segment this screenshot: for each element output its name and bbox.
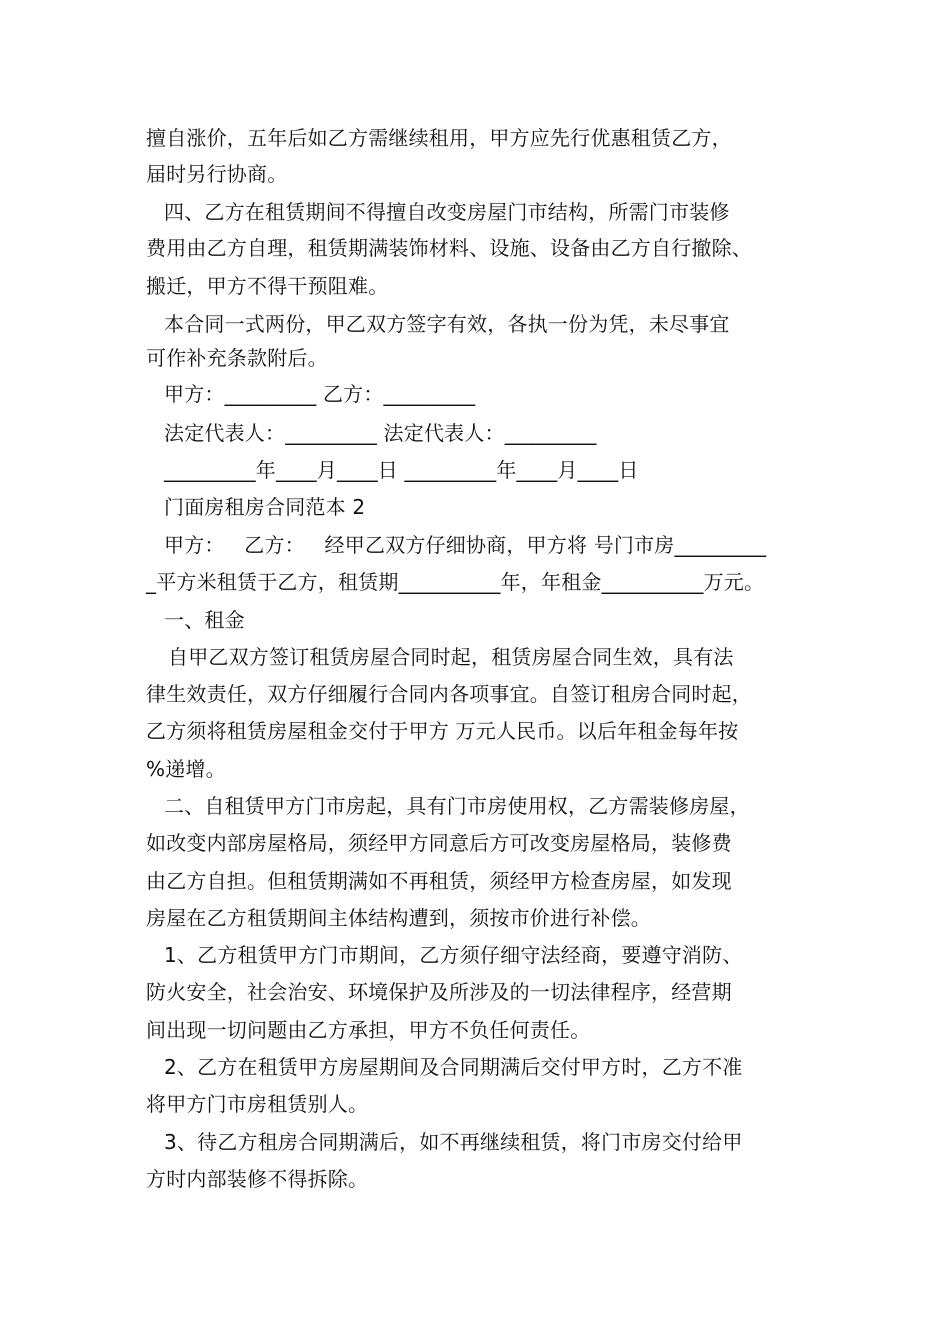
text-line: 由乙方自担。但租赁期满如不再租赁，须经甲方检查房屋，如发现 xyxy=(146,869,732,893)
text-line: 乙方须将租赁房屋租金交付于甲方 万元人民币。以后年租金每年按 xyxy=(146,719,739,743)
text-line: 防火安全，社会治安、环境保护及所涉及的一切法律程序，经营期 xyxy=(146,980,732,1004)
text-line: 1、乙方租赁甲方门市期间，乙方须仔细守法经商，要遵守消防、 xyxy=(164,943,743,967)
text-line: 房屋在乙方租赁期间主体结构遭到，须按市价进行补偿。 xyxy=(146,906,651,930)
text-line: 届时另行协商。 xyxy=(146,162,288,186)
text-line: 甲方： 乙方： 经甲乙双方仔细协商，甲方将 号门市房_________ xyxy=(164,533,767,557)
text-line: 费用由乙方自理，租赁期满装饰材料、设施、设备由乙方自行撤除、 xyxy=(146,236,752,260)
text-line: 方时内部装修不得拆除。 xyxy=(146,1167,369,1191)
text-line: 搬迁，甲方不得干预阻难。 xyxy=(146,274,389,298)
text-line: 可作补充条款附后。 xyxy=(146,346,328,370)
signature-party-line: 甲方：_________ 乙方：_________ xyxy=(164,382,476,406)
text-line: 二、自租赁甲方门市房起，具有门市房使用权，乙方需装修房屋， xyxy=(164,794,750,818)
text-line: 自甲乙双方签订租赁房屋合同时起，租赁房屋合同生效，具有法 xyxy=(168,645,734,669)
text-line: 擅自涨价，五年后如乙方需继续租用，甲方应先行优惠租赁乙方， xyxy=(146,126,732,150)
text-line: 四、乙方在租赁期间不得擅自改变房屋门市结构，所需门市装修 xyxy=(164,200,730,224)
text-line: 如改变内部房屋格局，须经甲方同意后方可改变房屋格局，装修费 xyxy=(146,831,732,855)
text-line: 律生效责任，双方仔细履行合同内各项事宜。自签订租房合同时起， xyxy=(146,682,752,706)
signature-representative-line: 法定代表人：_________ 法定代表人：_________ xyxy=(164,421,597,445)
text-line: 将甲方门市房租赁别人。 xyxy=(146,1092,369,1116)
text-line: 间出现一切问题由乙方承担，甲方不负任何责任。 xyxy=(146,1018,591,1042)
clause-heading: 一、租金 xyxy=(164,608,245,632)
text-line: 3、待乙方租房合同期满后，如不再继续租赁，将门市房交付给甲 xyxy=(164,1130,743,1154)
text-line: 2、乙方在租赁甲方房屋期间及合同期满后交付甲方时，乙方不准 xyxy=(164,1055,743,1079)
text-line: _平方米租赁于乙方，租赁期__________年，年租金__________万元。 xyxy=(146,570,765,594)
signature-date-line: _________年____月____日 _________年____月____日 xyxy=(164,458,639,482)
text-line: %递增。 xyxy=(146,757,226,781)
section-title: 门面房租房合同范本 2 xyxy=(164,495,366,519)
text-line: 本合同一式两份，甲乙双方签字有效，各执一份为凭，未尽事宜 xyxy=(164,312,730,336)
